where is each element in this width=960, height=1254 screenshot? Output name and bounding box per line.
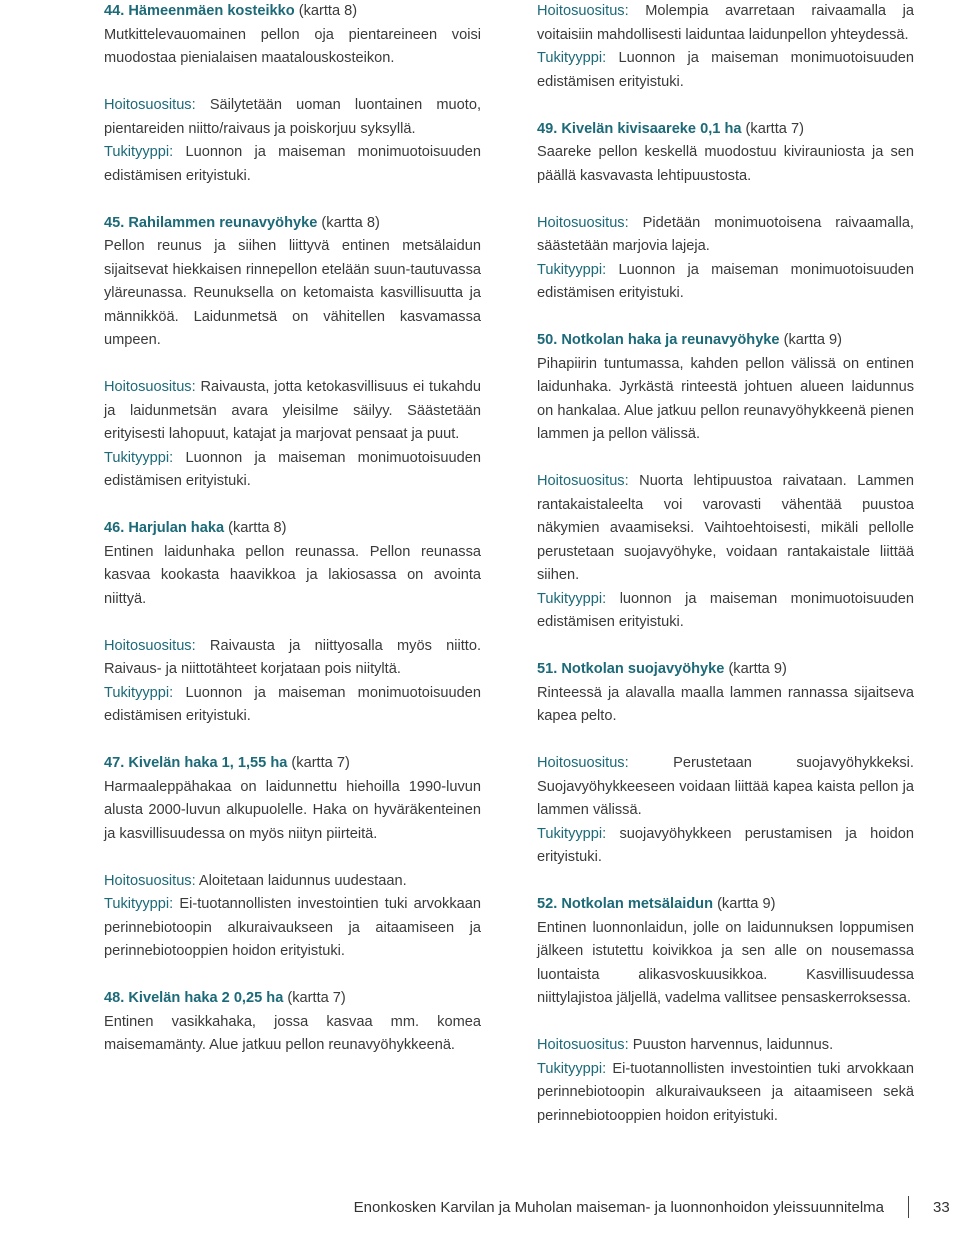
entry-description: Pihapiirin tuntumassa, kahden pellon välissä on entinen laidunhaka. Jyrkästä rinteestä johtuen alueen laidunnus on hankalaa. Alue jatkuu pellon reunavyöhykkeenä pienen lammen ja pellon välissä. [537,355,914,442]
entry-row [537,1034,914,1058]
section-gap [104,729,481,753]
row-text: Luonnon ja maiseman monimuotoisuuden edistämisen erityistuki. [537,261,914,301]
entry-description: Mutkittelevauomainen pellon oja pientareineen voisi muodostaa pienialaisen maatalouskosteikon. [104,26,481,66]
entry-number: 52. [537,896,558,912]
row-text: Aloitetaan laidunnus uudestaan. [198,872,407,889]
entry-heading [104,517,481,541]
row-text: Raivausta, jotta ketokasvillisuus ei tukahdu ja laidunmetsän avara yleisilme säilyy. Säästetään erityisesti lahopuut, katajat ja marjovat pensaat ja puut. [104,379,481,442]
entry-description: Harmaaleppähakaa on laidunnettu hiehoilla 1990-luvun alusta 2000-luvun alkupuolelle. Haka on hyväräkenteinen ja kasvillisuudessa on myös niityn piirteitä. [104,778,481,842]
row-label: Hoitosuositus: [104,97,196,113]
entry-map-ref: (kartta 8) [298,3,358,19]
entry-number: 48. [104,990,125,1006]
section-gap [537,635,914,659]
section-gap [104,964,481,988]
entry-row [537,212,914,259]
section-gap [537,870,914,894]
entry-map-ref: (kartta 8) [228,520,287,536]
section-gap [537,306,914,330]
entry-section [537,329,914,635]
entry-heading [104,212,481,236]
entry-description: Entinen vasikkahaka, jossa kasvaa mm. komea maisemamänty. Alue jatkuu pellon reunavyöhykkeenä. [104,1013,481,1053]
footer-title: Enonkosken Karvilan ja Muholan maiseman- ja luonnonhoidon yleissuunnitelma [353,1199,884,1216]
entry-section [537,893,914,1128]
entry-description: Entinen laidunhaka pellon reunassa. Pellon reunassa kasvaa kookasta haavikkoa ja lakiosassa on avointa niittyä. [104,543,481,607]
entry-row [537,588,914,635]
row-text: Luonnon ja maiseman monimuotoisuuden edistämisen erityistuki. [104,684,481,724]
entry-heading [537,118,914,142]
section-gap [104,494,481,518]
entry-description: Pellon reunus ja siihen liittyvä entinen metsälaidun sijaitsevat hiekkaisen rinnepellon etelään suun-tautuvassa yläreunassa. Reunuksella on ketomaista kasvillisuutta ja männikköä. Laidunmetsä on vähitellen kasvamassa umpeen. [104,238,481,348]
row-text: Ei-tuotannollisten investointien tuki arvokkaan perinnebiotoopin alkuraivaukseen ja aitaamiseen ja perinnebiotooppien hoidon erityistuki. [104,896,481,959]
entry-description: Saareke pellon keskellä muodostuu kivirauniosta ja sen päällä kasvavasta lehtipuustosta. [537,144,914,184]
entry-row [537,47,914,94]
entry-row [104,447,481,494]
row-label: Hoitosuositus: [537,1037,629,1053]
entry-number: 50. [537,332,558,348]
entry-row [104,94,481,141]
row-text: Puuston harvennus, laidunnus. [632,1037,834,1053]
entry-name: Rahilammen reunavyöhyke [128,214,318,231]
entry-map-ref: (kartta 9) [783,332,842,348]
entry-description: Entinen luonnonlaidun, jolle on laidunnuksen loppumisen jälkeen istutettu koivikkoa ja sen alle on nousemassa luontaista alikasvoskuusikkoa. Kasvillisuudessa niittylajistoa jäljellä, vadelma vallitsee pensaskerroksessa. [537,919,914,1006]
paragraph-gap [537,188,914,212]
row-text: Perustetaan suojavyöhykkeksi. Suojavyöhykkeeseen voidaan liittää kapea kaista pellon ja lammen välissä. [537,755,914,818]
entry-name: Notkolan metsälaidun [561,896,713,912]
paragraph-gap [104,71,481,95]
row-label: Tukityyppi: [537,1060,607,1077]
row-label: Tukityyppi: [104,684,174,701]
row-label: Tukityyppi: [104,896,174,912]
section-gap [104,188,481,212]
entry-row [104,141,481,188]
paragraph-gap [537,447,914,471]
entry-number: 45. [104,214,125,231]
paragraph-gap [104,353,481,377]
entry-name: Notkolan haka ja reunavyöhyke [561,332,780,348]
entry-name: Kivelän haka 2 0,25 ha [128,990,284,1006]
entry-map-ref: (kartta 7) [291,755,350,771]
entry-name: Harjulan haka [128,520,225,536]
entry-row [537,0,914,47]
entry-row [104,376,481,447]
entry-heading [104,0,481,24]
entry-section [537,118,914,306]
entry-description: Rinteessä ja alavalla maalla lammen rannassa sijaitseva kapea pelto. [537,684,914,724]
paragraph-gap [104,846,481,870]
row-label: Tukityyppi: [104,144,174,160]
entry-section [104,517,481,729]
entry-number: 47. [104,755,125,771]
row-text: luonnon ja maiseman monimuotoisuuden edistämisen erityistuki. [537,590,914,630]
row-text: Säilytetään uoman luontainen muoto, pientareiden niitto/raivaus ja poiskorjuu syksyllä. [104,97,481,137]
entry-row [104,635,481,682]
entry-number: 49. [537,120,558,137]
row-text: Molempia avarretaan raivaamalla ja voitaisiin mahdollisesti laiduntaa laidunpellon yhteydessä. [537,3,914,43]
entry-name: Kivelän kivisaareke 0,1 ha [561,120,742,137]
entry-heading [104,987,481,1011]
entry-row [537,470,914,588]
entry-section [537,658,914,870]
entry-row [537,259,914,306]
entry-row [537,752,914,823]
entry-number: 46. [104,520,125,536]
entry-row [104,893,481,964]
row-label: Hoitosuositus: [537,3,629,19]
entry-row [537,1058,914,1129]
row-label: Hoitosuositus: [104,872,196,889]
row-label: Hoitosuositus: [537,214,629,231]
entry-number: 44. [104,3,125,19]
entry-row [537,823,914,870]
left-column [104,0,481,1058]
row-text: suojavyöhykkeen perustamisen ja hoidon erityistuki. [537,825,914,865]
entry-heading [537,329,914,353]
paragraph-gap [537,729,914,753]
row-text: Pidetään monimuotoisena raivaamalla, säästetään marjovia lajeja. [537,214,914,254]
page-number: 33 [933,1199,950,1216]
entry-map-ref: (kartta 9) [717,896,776,912]
row-label: Tukityyppi: [537,590,607,607]
row-text: Raivausta ja niittyosalla myös niitto. Raivaus- ja niittotähteet korjataan pois niityltä. [104,637,482,677]
row-label: Hoitosuositus: [537,755,629,771]
row-text: Nuorta lehtipuustoa raivataan. Lammen rantakaistaleelta voi varovasti vähentää puustoa näkymien avaamiseksi. Vaihtoehtoisesti, mikäli pellolle perustetaan suojavyöhyke, voidaan rantakaistale liittää siihen. [537,473,914,583]
entry-row [104,870,481,894]
row-text: Luonnon ja maiseman monimuotoisuuden edistämisen erityistuki. [537,50,914,90]
entry-number: 51. [537,661,558,677]
row-label: Tukityyppi: [537,50,607,66]
entry-section [537,0,914,94]
entry-heading [104,752,481,776]
footer-separator [908,1196,909,1218]
row-label: Hoitosuositus: [537,473,629,489]
row-text: Luonnon ja maiseman monimuotoisuuden edistämisen erityistuki. [104,449,481,489]
row-label: Tukityyppi: [537,825,607,842]
paragraph-gap [537,1011,914,1035]
row-label: Tukityyppi: [537,261,607,278]
paragraph-gap [104,611,481,635]
section-gap [537,94,914,118]
entry-section [104,0,481,188]
entry-name: Hämeenmäen kosteikko [128,3,295,19]
entry-heading [537,658,914,682]
entry-heading [537,893,914,917]
row-label: Hoitosuositus: [104,379,196,395]
page-footer [0,1196,960,1220]
entry-section [104,212,481,494]
entry-map-ref: (kartta 7) [745,120,804,137]
entry-name: Notkolan suojavyöhyke [561,661,725,677]
row-text: Ei-tuotannollisten investointien tuki arvokkaan perinnebiotoopin alkuraivaukseen ja aitaamiseen sekä perinnebiotooppien hoidon erityistuki. [537,1060,914,1124]
row-label: Hoitosuositus: [104,637,196,654]
entry-map-ref: (kartta 7) [287,990,346,1006]
entry-map-ref: (kartta 9) [728,661,787,677]
entry-map-ref: (kartta 8) [321,214,380,231]
entry-row [104,682,481,729]
entry-section [104,987,481,1058]
row-label: Tukityyppi: [104,449,174,466]
entry-name: Kivelän haka 1, 1,55 ha [128,755,288,771]
entry-section [104,752,481,964]
right-column [537,0,914,1128]
row-text: Luonnon ja maiseman monimuotoisuuden edistämisen erityistuki. [104,144,481,184]
